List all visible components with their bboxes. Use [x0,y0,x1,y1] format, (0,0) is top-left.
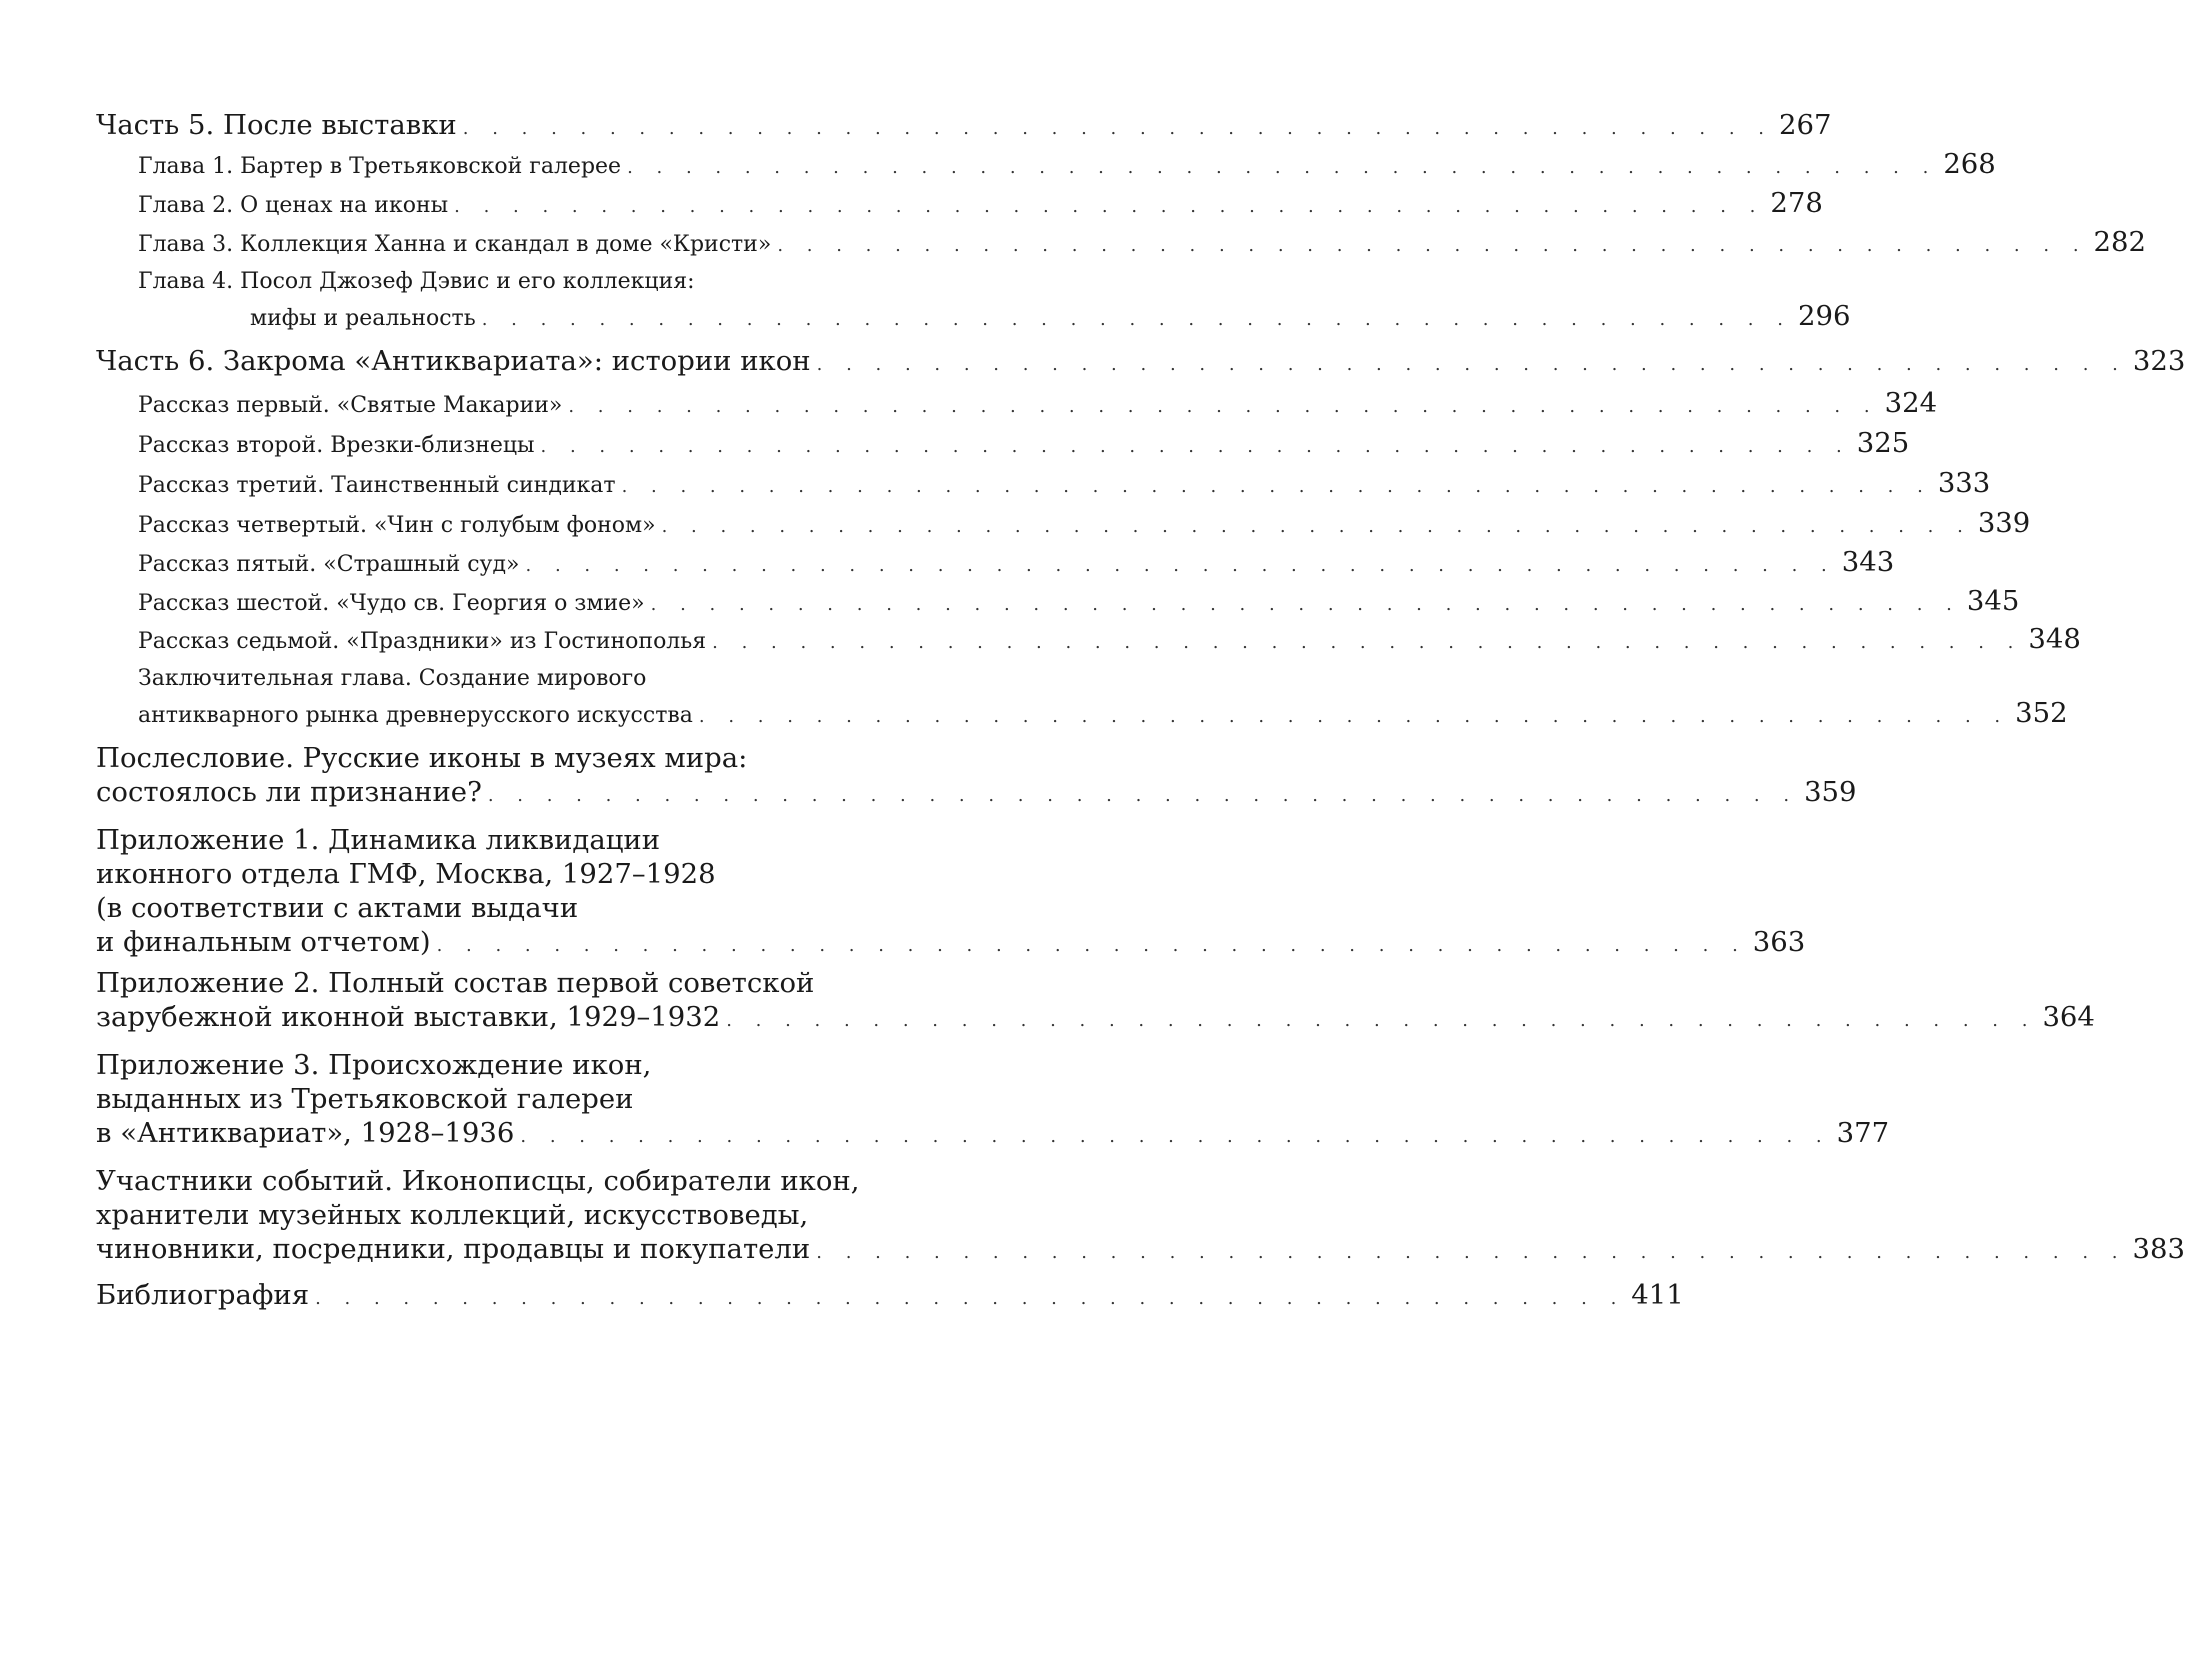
toc-entry-title-line: Заключительная глава. Создание мирового [138,666,647,691]
toc-entry-title: Рассказ первый. «Святые Макарии» [138,393,563,418]
toc-entry-title: зарубежной иконной выставки, 1929–1932 [96,1001,721,1033]
toc-entry-story-5[interactable] [138,545,1895,583]
toc-entry-title-line: Приложение 2. Полный состав первой советской [96,967,815,999]
leader-dots: . . . . . . . . . . . . . . . . . . . . . . . . . . . . . . . . . . . . . . . . . . . . . [627,157,1938,178]
toc-entry-title: Часть 6. Закрома «Антиквариата»: истории икон [96,345,811,377]
leader-dots: . . . . . . . . . . . . . . . . . . . . . . . . . . . . . . . . . . . . . . . . . . . . . [487,785,1799,806]
toc-entry-chapter-2[interactable] [138,186,1823,224]
page-number: 278 [1770,187,1823,219]
toc-entry-title: Глава 1. Бартер в Третьяковской галерее [138,154,622,179]
page-number: 352 [2015,697,2068,729]
toc-entry-participants[interactable] [96,1164,2185,1270]
toc-entry-title: Библиография [96,1279,310,1311]
toc-entry-story-7[interactable] [138,622,2081,660]
toc-entry-appendix-2[interactable] [96,966,2095,1038]
leader-dots: . . . . . . . . . . . . . . . . . . . . . . . . . . . . . . . . . . . . . . . . . . . . . [436,935,1747,956]
page-number: 282 [2093,226,2147,258]
leader-dots: . . . . . . . . . . . . . . . . . . . . . . . . . . . . . . . . . . . . . . . . . . . . . [540,436,1851,457]
toc-entry-title: Рассказ четвертый. «Чин с голубым фоном» [138,513,656,538]
leader-dots: . . . . . . . . . . . . . . . . . . . . . . . . . . . . . . . . . . . . . . . . . . . . . [661,516,1972,537]
page-number: 343 [1841,546,1895,578]
leader-dots: . . . . . . . . . . . . . . . . . . . . . . . . . . . . . . . . . . . . . . . . . . . . . [712,632,2023,653]
page-number: 364 [2042,1001,2095,1033]
toc-entry-part-5[interactable] [96,108,1832,146]
leader-dots: . . . . . . . . . . . . . . . . . . . . . . . . . . . . . . . . . . . . . . . . . . . . . [481,309,1792,330]
page-number: 348 [2028,623,2081,655]
toc-entry-title-line: Приложение 3. Происхождение икон, [96,1049,652,1081]
toc-entry-title: Рассказ шестой. «Чудо св. Георгия о змие» [138,591,645,616]
page-number: 363 [1752,926,1806,958]
page-number: 333 [1937,467,1991,499]
toc-entry-chapter-1[interactable] [138,147,1996,185]
toc-entry-title: мифы и реальность [250,306,476,331]
page-number: 359 [1804,776,1857,808]
leader-dots: . . . . . . . . . . . . . . . . . . . . . . . . . . . . . . . . . . . . . . . . . . . . . [454,196,1765,217]
page-number: 325 [1856,427,1910,459]
leader-dots: . . . . . . . . . . . . . . . . . . . . . . . . . . . . . . . . . . . . . . . . . . . . . [777,235,2088,256]
toc-entry-appendix-1[interactable] [96,823,1806,963]
leader-dots: . . . . . . . . . . . . . . . . . . . . . . . . . . . . . . . . . . . . . . . . . . . . . [568,396,1879,417]
toc-entry-title: Часть 5. После выставки [96,109,457,141]
page-number: 267 [1779,109,1832,141]
toc-entry-part-6[interactable] [96,344,2185,382]
leader-dots: . . . . . . . . . . . . . . . . . . . . . . . . . . . . . . . . . . . . . . . . . . . . . [650,594,1961,615]
toc-entry-title-line: Послесловие. Русские иконы в музеях мира: [96,742,748,774]
toc-entry-appendix-3[interactable] [96,1048,1890,1154]
leader-dots: . . . . . . . . . . . . . . . . . . . . . . . . . . . . . . . . . . . . . . . . . . . . . [525,555,1836,576]
leader-dots: . . . . . . . . . . . . . . . . . . . . . . . . . . . . . . . . . . . . . . . . . . . . . [698,706,2010,727]
toc-entry-final-chapter[interactable] [138,662,2068,734]
toc-entry-story-1[interactable] [138,386,1938,424]
toc-entry-title-line: Приложение 1. Динамика ликвидации [96,824,661,856]
toc-entry-title-line: Участники событий. Иконописцы, собиратели икон, [96,1165,860,1197]
leader-dots: . . . . . . . . . . . . . . . . . . . . . . . . . . . . . . . . . . . . . . . . . . . . . [621,476,1932,497]
leader-dots: . . . . . . . . . . . . . . . . . . . . . . . . . . . . . . . . . . . . . . . . . . . . . [462,118,1773,139]
leader-dots: . . . . . . . . . . . . . . . . . . . . . . . . . . . . . . . . . . . . . . . . . . . . . [726,1010,2037,1031]
page-number: 345 [1966,585,2020,617]
toc-entry-title-line: хранители музейных коллекций, искусствоведы, [96,1199,809,1231]
toc-entry-chapter-4[interactable] [138,265,1851,337]
toc-entry-title: Рассказ второй. Врезки-близнецы [138,433,535,458]
leader-dots: . . . . . . . . . . . . . . . . . . . . . . . . . . . . . . . . . . . . . . . . . . . . . [816,1242,2127,1263]
toc-entry-title: чиновники, посредники, продавцы и покупатели [96,1233,811,1265]
page-number: 383 [2132,1233,2185,1265]
toc-entry-title: и финальным отчетом) [96,926,431,958]
page-number: 339 [1977,507,2031,539]
toc-entry-title: Глава 2. О ценах на иконы [138,193,449,218]
toc-entry-title-line: (в соответствии с актами выдачи [96,892,579,924]
toc-entry-afterword[interactable] [96,741,1857,813]
toc-entry-story-2[interactable] [138,426,1910,464]
toc-entry-story-3[interactable] [138,466,1991,504]
page-number: 411 [1631,1279,1684,1311]
toc-entry-title-line: выданных из Третьяковской галереи [96,1083,634,1115]
toc-entry-title: в «Антиквариат», 1928–1936 [96,1117,515,1149]
toc-entry-title: Глава 3. Коллекция Ханна и скандал в доме «Кристи» [138,232,772,257]
toc-entry-title-line: Глава 4. Посол Джозеф Дэвис и его коллекция: [138,269,695,294]
page-number: 377 [1836,1117,1890,1149]
toc-entry-bibliography[interactable] [96,1278,1684,1316]
page-number: 268 [1943,148,1996,180]
leader-dots: . . . . . . . . . . . . . . . . . . . . . . . . . . . . . . . . . . . . . . . . . . . . . [520,1126,1831,1147]
toc-entry-story-4[interactable] [138,506,2031,544]
leader-dots: . . . . . . . . . . . . . . . . . . . . . . . . . . . . . . . . . . . . . . . . . . . . . [315,1288,1626,1309]
leader-dots: . . . . . . . . . . . . . . . . . . . . . . . . . . . . . . . . . . . . . . . . . . . . . [816,354,2127,375]
toc-entry-story-6[interactable] [138,584,2020,622]
page-number: 323 [2132,345,2185,377]
toc-entry-chapter-3[interactable] [138,225,2147,263]
toc-entry-title: Рассказ пятый. «Страшный суд» [138,552,520,577]
toc-entry-title: состоялось ли признание? [96,776,482,808]
page-number: 296 [1797,300,1851,332]
toc-entry-title: Рассказ седьмой. «Праздники» из Гостинополья [138,629,707,654]
page-number: 324 [1884,387,1938,419]
toc-entry-title: антикварного рынка древнерусского искусства [138,703,693,728]
toc-entry-title-line: иконного отдела ГМФ, Москва, 1927–1928 [96,858,716,890]
toc-entry-title: Рассказ третий. Таинственный синдикат [138,473,616,498]
